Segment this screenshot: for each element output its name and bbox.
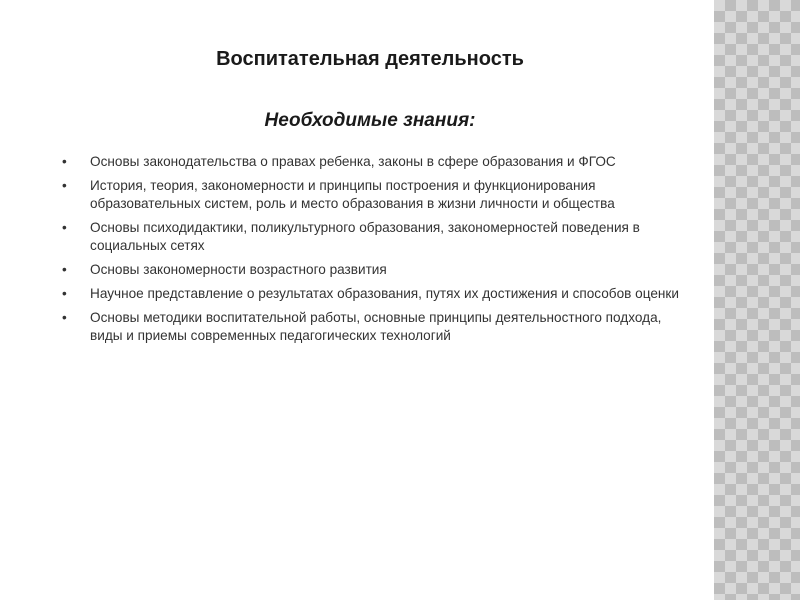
slide-title: Воспитательная деятельность xyxy=(216,48,524,70)
list-item xyxy=(62,153,682,171)
list-item-text: Основы психодидактики, поликультурного образования, закономерностей поведения в социальных сетях xyxy=(90,220,640,253)
bullet-icon: • xyxy=(62,310,67,325)
bullet-icon: • xyxy=(62,154,67,169)
list-item xyxy=(62,219,682,255)
knowledge-list xyxy=(62,153,682,351)
list-item xyxy=(62,309,682,345)
list-item-text: Основы законодательства о правах ребенка, законы в сфере образования и ФГОС xyxy=(90,154,616,169)
list-item-text: Основы методики воспитательной работы, основные принципы деятельностного подхода, виды и приемы современных педагогических технологий xyxy=(90,310,662,343)
slide-subtitle: Необходимые знания: xyxy=(264,110,476,131)
list-item-text: История, теория, закономерности и принципы построения и функционирования образовательных систем, роль и место образования в жизни личности и общества xyxy=(90,178,615,211)
bullet-icon: • xyxy=(62,262,67,277)
bullet-icon: • xyxy=(62,178,67,193)
list-item-text: Научное представление о результатах образования, путях их достижения и способов оценки xyxy=(90,286,679,301)
list-item xyxy=(62,285,682,303)
list-item xyxy=(62,261,682,279)
list-item-text: Основы закономерности возрастного развития xyxy=(90,262,387,277)
bullet-icon: • xyxy=(62,220,67,235)
bullet-icon: • xyxy=(62,286,67,301)
decorative-side-pattern xyxy=(714,0,800,600)
list-item xyxy=(62,177,682,213)
